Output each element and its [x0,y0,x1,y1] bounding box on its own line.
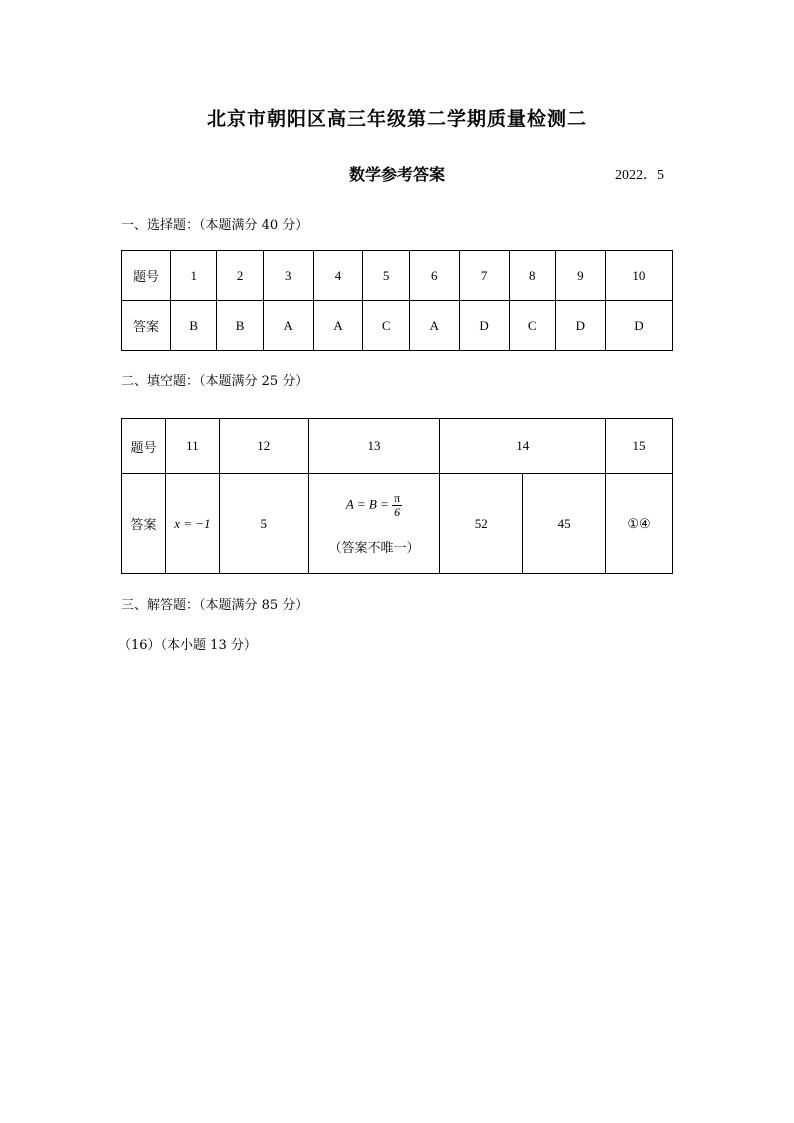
fraction-numerator: π [394,490,401,505]
document-subtitle: 数学参考答案 [348,165,445,184]
answer-cell: C [363,301,409,351]
question-number: 13 [308,419,440,474]
answer-cell-13 [308,474,440,574]
document-title: 北京市朝阳区高三年级第二学期质量检测二 [206,108,587,130]
answer-cell: B [217,301,263,351]
question-number: 8 [509,251,555,301]
answer-cell-12: 5 [219,474,308,574]
table-row [122,474,673,574]
question-number: 6 [409,251,459,301]
table-row [122,301,673,351]
fill-answer-table [121,418,673,574]
row-label-answer: 答案 [122,474,166,574]
question-number: 14 [440,419,606,474]
question-number: 3 [263,251,313,301]
answer-cell: A [409,301,459,351]
question-number: 15 [606,419,673,474]
question-16-heading: （16）（本小题 13 分） [118,638,257,653]
question-number: 5 [363,251,409,301]
section-heading-fill: 二、填空题：（本题满分 25 分） [121,374,309,389]
question-number: 12 [219,419,308,474]
answer-cell: D [605,301,672,351]
answer-cell-11: x = −1 [165,474,219,574]
fraction-denominator: 6 [394,504,401,519]
equation-text: A = B = [345,495,389,511]
question-number: 7 [459,251,509,301]
answer-cell-15: ①④ [606,474,673,574]
question-number: 4 [313,251,363,301]
question-number: 11 [165,419,219,474]
question-number: 9 [555,251,605,301]
choice-answer-table [121,250,673,351]
document-date: 2022．5 [615,168,664,183]
row-label-answer: 答案 [122,301,171,351]
answer-cell-14-first: 52 [440,474,523,574]
row-label-question: 题号 [122,419,166,474]
row-label-question: 题号 [122,251,171,301]
answer-note: （答案不唯一） [328,540,420,556]
answer-cell: A [313,301,363,351]
answer-cell: D [555,301,605,351]
section-heading-choice: 一、选择题：（本题满分 40 分） [121,218,309,233]
answer-cell: B [171,301,217,351]
answer-cell: C [509,301,555,351]
fraction [392,492,402,519]
answer-cell: A [263,301,313,351]
question-number: 2 [217,251,263,301]
answer-cell: D [459,301,509,351]
section-heading-solution: 三、解答题：（本题满分 85 分） [121,598,309,613]
table-row [122,251,673,301]
question-number: 1 [171,251,217,301]
question-number: 10 [605,251,672,301]
table-row [122,419,673,474]
answer-cell-14-second: 45 [523,474,606,574]
